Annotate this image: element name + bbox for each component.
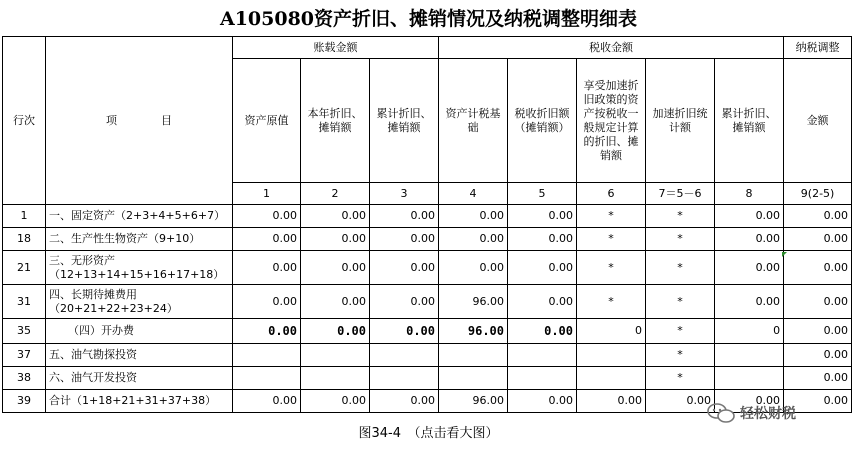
row-no: 18	[3, 228, 46, 251]
cell	[301, 344, 370, 367]
row-no: 1	[3, 205, 46, 228]
cell: 0.00	[301, 251, 370, 285]
col-number-2: 2	[301, 183, 370, 205]
figure-caption: 图34-4 （点击看大图）	[358, 426, 499, 441]
cell: 0.00	[508, 228, 577, 251]
cell: 0.00	[439, 228, 508, 251]
row-no: 35	[3, 319, 46, 344]
col-number-6: 6	[577, 183, 646, 205]
cell: 0.00	[508, 205, 577, 228]
cell: 0.00	[784, 205, 852, 228]
cell: 0.00	[784, 390, 852, 413]
col-number-3: 3	[370, 183, 439, 205]
cell: 96.00	[439, 390, 508, 413]
row-no: 38	[3, 367, 46, 390]
cell: 0.00	[715, 205, 784, 228]
cell: *	[646, 228, 715, 251]
watermark	[706, 400, 846, 426]
row-item: 四、长期待摊费用（20+21+22+23+24）	[46, 285, 233, 319]
row-no: 21	[3, 251, 46, 285]
cell-indicator-icon	[782, 252, 787, 257]
row-item: 二、生产性生物资产（9+10）	[46, 228, 233, 251]
cell: 0.00	[784, 367, 852, 390]
table-row	[3, 319, 852, 344]
wechat-icon	[706, 402, 736, 424]
cell: *	[577, 205, 646, 228]
cell	[439, 344, 508, 367]
cell	[439, 367, 508, 390]
col-number-9: 9(2-5)	[784, 183, 852, 205]
cell: 0.00	[370, 205, 439, 228]
cell: 0.00	[577, 390, 646, 413]
cell: 0.00	[715, 285, 784, 319]
book-amount-group-header: 账载金额	[233, 37, 439, 59]
cell: 0	[577, 319, 646, 344]
cell: 0.00	[370, 251, 439, 285]
cell: 0.00	[784, 344, 852, 367]
cell: 0.00	[370, 228, 439, 251]
col-number-8: 8	[715, 183, 784, 205]
row-item: 五、油气勘探投资	[46, 344, 233, 367]
col-number-7: 7＝5－6	[646, 183, 715, 205]
col-number-4: 4	[439, 183, 508, 205]
cell: 0.00	[784, 319, 852, 344]
col-header-7: 加速折旧统计额	[646, 59, 715, 183]
col-number-1: 1	[233, 183, 301, 205]
col-number-5: 5	[508, 183, 577, 205]
cell: 0.00	[439, 251, 508, 285]
row-no-header: 行次	[3, 37, 46, 205]
cell: 0.00	[301, 319, 370, 344]
cell: 96.00	[439, 319, 508, 344]
cell	[577, 367, 646, 390]
cell: 0.00	[301, 205, 370, 228]
table-row	[3, 285, 852, 319]
col-header-2: 本年折旧、摊销额	[301, 59, 370, 183]
row-item: 六、油气开发投资	[46, 367, 233, 390]
cell	[233, 367, 301, 390]
cell: 0.00	[233, 390, 301, 413]
cell: *	[646, 367, 715, 390]
tax-adjust-group-header: 纳税调整	[784, 37, 852, 59]
cell: 0.00	[646, 390, 715, 413]
col-header-1: 资产原值	[233, 59, 301, 183]
cell	[577, 344, 646, 367]
cell: 0.00	[233, 228, 301, 251]
cell: 0.00	[301, 285, 370, 319]
cell: 0.00	[233, 205, 301, 228]
row-item: 合计（1+18+21+31+37+38）	[46, 390, 233, 413]
table-title: A105080资产折旧、摊销情况及纳税调整明细表	[219, 8, 638, 30]
table-row	[3, 344, 852, 367]
cell: 0.00	[508, 319, 577, 344]
cell: *	[646, 251, 715, 285]
cell	[508, 367, 577, 390]
cell: 0.00	[715, 228, 784, 251]
col-header-5: 税收折旧额（摊销额）	[508, 59, 577, 183]
row-item: 三、无形资产（12+13+14+15+16+17+18）	[46, 251, 233, 285]
cell: 0	[715, 319, 784, 344]
cell: 0.00	[508, 251, 577, 285]
cell	[715, 344, 784, 367]
cell: 0.00	[301, 390, 370, 413]
table-row	[3, 367, 852, 390]
col-header-4: 资产计税基础	[439, 59, 508, 183]
cell: 0.00	[301, 228, 370, 251]
col-header-6: 享受加速折旧政策的资产按税收一般规定计算的折旧、摊销额	[577, 59, 646, 183]
tax-amount-group-header: 税收金额	[439, 37, 784, 59]
cell: 0.00	[508, 285, 577, 319]
cell: 0.00	[715, 251, 784, 285]
row-item: （四）开办费	[46, 319, 233, 344]
cell: 0.00	[370, 285, 439, 319]
cell: 0.00	[233, 285, 301, 319]
cell: *	[577, 228, 646, 251]
col-header-3: 累计折旧、摊销额	[370, 59, 439, 183]
cell	[370, 344, 439, 367]
table-row	[3, 228, 852, 251]
cell: 0.00	[233, 251, 301, 285]
cell: 0.00	[233, 319, 301, 344]
row-no: 39	[3, 390, 46, 413]
col-header-8: 累计折旧、摊销额	[715, 59, 784, 183]
cell: *	[646, 319, 715, 344]
cell	[370, 367, 439, 390]
cell: *	[646, 344, 715, 367]
cell: *	[646, 205, 715, 228]
cell: 0.00	[784, 228, 852, 251]
cell	[301, 367, 370, 390]
watermark-text: 轻松财税	[740, 406, 796, 422]
tax-adjustment-table	[2, 36, 852, 413]
table-row	[3, 251, 852, 285]
cell: 0.00	[370, 390, 439, 413]
cell: *	[577, 285, 646, 319]
cell: 96.00	[439, 285, 508, 319]
cell: 0.00	[370, 319, 439, 344]
cell: *	[646, 285, 715, 319]
table-row	[3, 205, 852, 228]
row-no: 31	[3, 285, 46, 319]
cell	[233, 344, 301, 367]
cell	[715, 367, 784, 390]
cell: 0.00	[715, 390, 784, 413]
row-item: 一、固定资产（2+3+4+5+6+7）	[46, 205, 233, 228]
cell: 0.00	[508, 390, 577, 413]
cell: 0.00	[784, 251, 852, 285]
cell: 0.00	[439, 205, 508, 228]
col-header-9: 金额	[784, 59, 852, 183]
cell: *	[577, 251, 646, 285]
cell	[508, 344, 577, 367]
item-header: 项 目	[46, 37, 233, 205]
cell: 0.00	[784, 285, 852, 319]
row-no: 37	[3, 344, 46, 367]
